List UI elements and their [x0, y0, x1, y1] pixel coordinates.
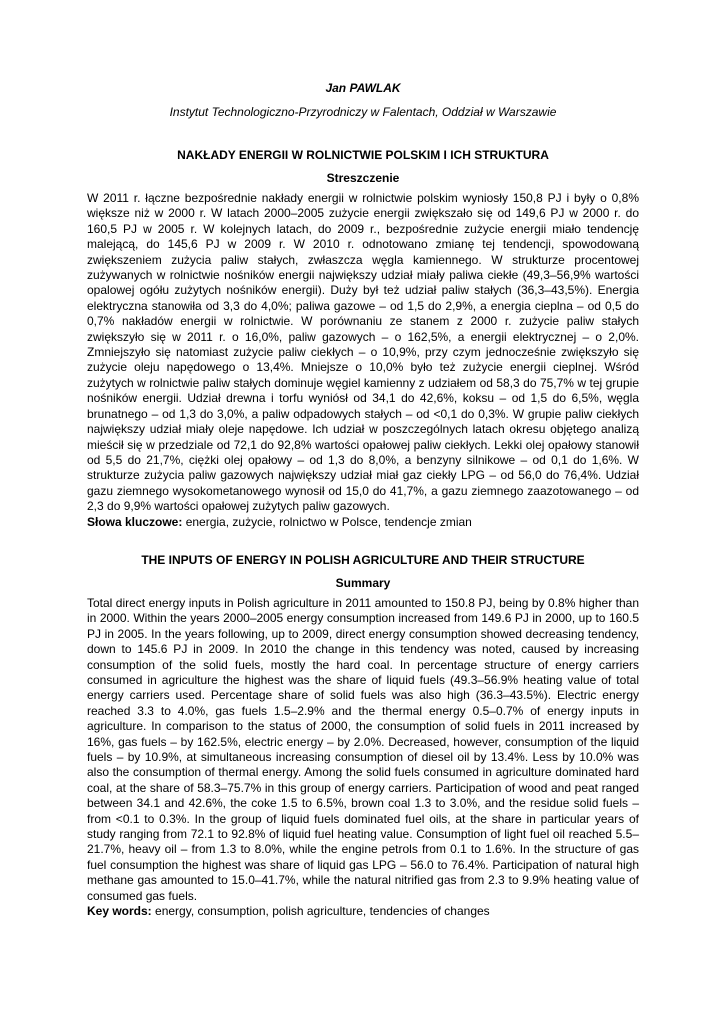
polish-keywords-label: Słowa kluczowe:: [87, 514, 183, 529]
english-abstract-heading: Summary: [335, 575, 391, 590]
polish-keywords: [87, 515, 639, 530]
polish-abstract-heading: Streszczenie: [326, 171, 400, 185]
english-title: THE INPUTS OF ENERGY IN POLISH AGRICULTURE AND THEIR STRUCTURE: [141, 552, 585, 567]
english-abstract: Total direct energy inputs in Polish agriculture in 2011 amounted to 150.8 PJ, being by 0.8% higher than in 2000. Within the years 2000–2005 energy consumption increased from 149.6 PJ in 2000, up to 160.5 PJ in 2005. In the years following, up to 2009, direct energy consumption showed decreasing tendency, down to 145.6 PJ in 2009. In 2010 the change in this tendency was noted, caused by increasing consumption of the solid fuels, mostly the hard coal. In percentage structure of energy carriers consumed in agriculture the highest was the share of liquid fuels (49.3–56.9% heating value of total energy carriers used. Percentage share of solid fuels was also high (36.3–43.5%). Electric energy reached 3.3 to 4.0%, gas fuels 1.5–2.9% and the thermal energy 0.5–0.7% of energy inputs in agriculture. In comparison to the status of 2000, the consumption of solid fuels in 2011 increased by 16%, gas fuels – by 162.5%, electric energy – by 2.0%. Decreased, however, consumption of the liquid fuels – by 10.9%, at simultaneous increasing consumption of diesel oil by 13.4%. Less by 10.0% was also the consumption of thermal energy. Among the solid fuels consumed in agriculture dominated hard coal, at the share of 58.3–75.7% in this group of energy carriers. Participation of wood and peat ranged between 34.1 and 42.6%, the coke 1.5 to 6.5%, brown coal 1.3 to 3.0%, and the residue solid fuels – from <0.1 to 0.3%. In the group of liquid fuels dominated fuel oils, at the share in particular years of study ranging from 72.1 to 92.8% of liquid fuel heating value. Consumption of light fuel oil reached 5.5–21.7%, heavy oil – from 1.3 to 8.0%, while the engine petrols from 0.1 to 1.6%. In the structure of gas fuel consumption the highest was share of liquid gas LPG – 56.0 to 76.4%. Participation of natural high methane gas amounted to 15.0–41.7%, while the natural nitrified gas from 2.3 to 9.9% heating value of consumed gas fuels.: [87, 595, 639, 903]
polish-keywords-text: energia, zużycie, rolnictwo w Polsce, tendencje zmian: [182, 514, 472, 529]
paper-page: [87, 80, 639, 919]
english-keywords-text: energy, consumption, polish agriculture, tendencies of changes: [151, 904, 490, 919]
author-name: Jan PAWLAK: [325, 81, 401, 95]
polish-abstract: W 2011 r. łączne bezpośrednie nakłady energii w rolnictwie polskim wyniosły 150,8 PJ i były o 0,8% większe niż w 2000 r. W latach 2000–2005 zużycie energii zwiększało się od 149,6 PJ w 2000 r. do 160,5 PJ w 2005 r. W kolejnych latach, do 2009 r., bezpośrednie zużycie energii miało tendencję malejącą, do 145,6 PJ w 2009 r. W 2010 r. odnotowano zmianę tej tendencji, spowodowaną zwiększeniem zużycia paliw stałych, zwłaszcza węgla kamiennego. W strukturze procentowej zużywanych w rolnictwie nośników energii największy udział miały paliwa ciekłe (49,3–56,9% wartości opalowej ogółu zużytych nośników energii). Duży był też udział paliw stałych (36,3–43,5%). Energia elektryczna stanowiła od 3,3 do 4,0%; paliwa gazowe – od 1,5 do 2,9%, a energia cieplna – od 0,5 do 0,7% nakładów energii w rolnictwie. W porównaniu ze stanem z 2000 r. zużycie paliw stałych zwiększyło się w 2011 r. o 16,0%, paliw gazowych – o 162,5%, a energii elektrycznej – o 2,0%. Zmniejszyło się natomiast zużycie paliw ciekłych – o 10,9%, przy czym jednocześnie zwiększyło się zużycie oleju napędowego o 13,4%. Mniejsze o 10,0% było też zużycie energii cieplnej. Wśród zużytych w rolnictwie paliw stałych dominuje węgiel kamienny z udziałem od 58,3 do 75,7% w tej grupie nośników energii. Udział drewna i torfu wyniósł od 34,1 do 42,6%, koksu – od 1,5 do 6,5%, węgla brunatnego – od 1,3 do 3,0%, a paliw odpadowych stałych – od <0,1 do 0,3%. W grupie paliw ciekłych największy udział miały oleje napędowe. Ich udział w poszczególnych latach okresu objętego analizą mieścił się w przedziale od 72,1 do 92,8% wartości opałowej paliw ciekłych. Lekki olej opałowy stanowił od 5,5 do 21,7%, ciężki olej opałowy – od 1,3 do 8,0%, a benzyny silnikowe – od 0,1 do 1,6%. W strukturze zużycia paliw gazowych największy udział miał gaz ciekły LPG – od 56,0 do 76,4%. Udział gazu ziemnego wysokometanowego wynosił od 15,0 do 41,7%, a gazu ziemnego zaazotowanego – od 2,3 do 9,9% wartości opałowej zużytych paliw gazowych.: [87, 191, 639, 514]
polish-title: NAKŁADY ENERGII W ROLNICTWIE POLSKIM I ICH STRUKTURA: [177, 148, 549, 162]
english-keywords: [87, 904, 639, 919]
author-affiliation: Instytut Technologiczno-Przyrodniczy w Falentach, Oddział w Warszawie: [169, 105, 557, 119]
section-spacer: [87, 530, 639, 552]
english-keywords-label: Key words:: [87, 904, 152, 919]
